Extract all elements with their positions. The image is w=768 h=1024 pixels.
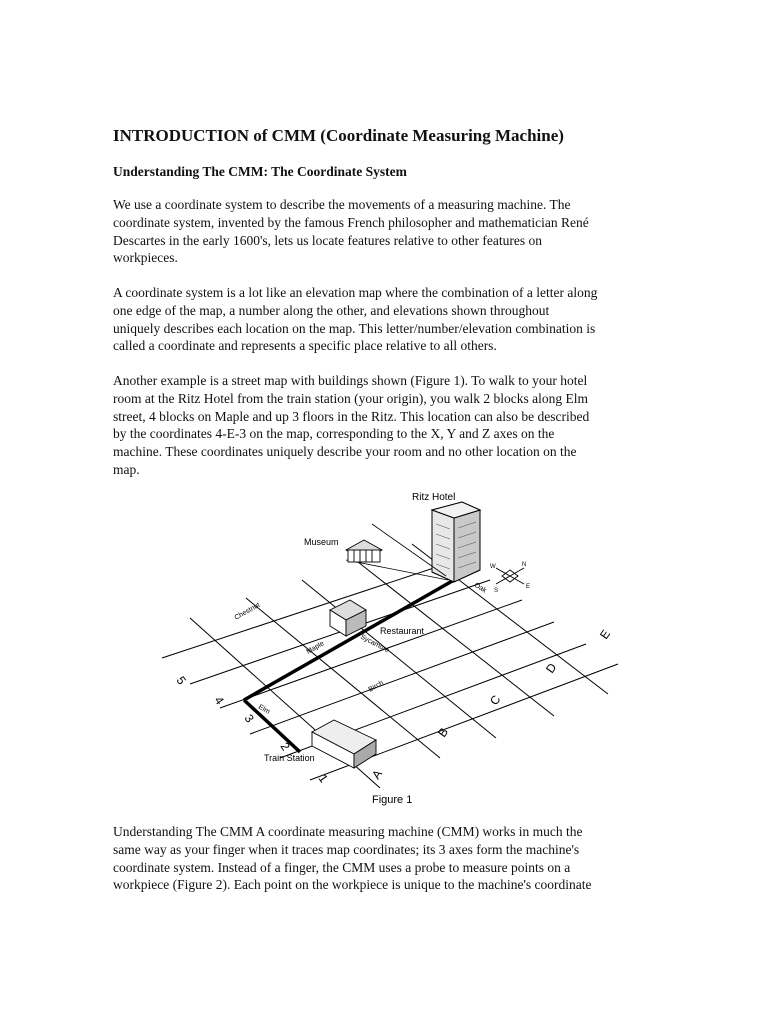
text-line: called a coordinate and represents a specific place relative to all others. [113,338,497,354]
column-label: D [542,660,560,676]
column-label: E [596,627,614,642]
text-line: one edge of the map, a number along the other, and elevations shown throughout [113,302,550,318]
text-line: map. [113,461,140,477]
label-ritz-hotel: Ritz Hotel [412,492,456,503]
compass-label: S [494,588,499,594]
column-label: C [486,692,504,708]
row-label: 5 [173,673,189,688]
figure-caption: Figure 1 [372,794,413,806]
text-line: coordinate system, invented by the famous French philosopher and mathematician René [113,214,589,230]
column-label: B [434,725,452,740]
compass-label: N [522,562,527,568]
row-label: 3 [241,711,257,726]
street-label-oak: Oak [472,581,488,595]
figure-street-map [150,488,630,818]
street-label-maple: Maple [305,640,326,656]
train-station-building [312,720,376,768]
text-line: workpieces. [113,250,178,266]
text-line: workpiece (Figure 2). Each point on the workpiece is unique to the machine's coordinate [113,877,592,893]
text-line: coordinate system. Instead of a finger, the CMM uses a probe to measure points on a [113,859,571,875]
text-line: A coordinate system is a lot like an elevation map where the combination of a letter along [113,285,598,300]
street-label-sycamore: Sycamore [359,633,391,655]
ritz-hotel-building [432,502,480,582]
label-train-station: Train Station [264,753,315,763]
street-label-elm: Elm [257,703,271,716]
page-title: INTRODUCTION of CMM (Coordinate Measuring Machine) [113,126,564,145]
compass-rose-icon [496,568,524,584]
label-restaurant: Restaurant [380,626,425,636]
text-line: uniquely describes each location on the map. This letter/number/elevation combination is [113,320,596,336]
text-line: Understanding The CMM A coordinate measuring machine (CMM) works in much the [113,824,583,839]
text-line: by the coordinates 4-E-3 on the map, corresponding to the X, Y and Z axes on the [113,426,555,442]
row-label: 1 [315,771,331,786]
text-line: machine. These coordinates uniquely describe your room and no other location on the [113,444,577,460]
row-label: 2 [277,739,293,754]
text-line: same way as your finger when it traces map coordinates; its 3 axes form the machine's [113,841,580,857]
paragraph-elevation-map [113,284,673,355]
compass-label: E [526,584,531,590]
row-label: 4 [211,693,227,708]
text-line: We use a coordinate system to describe the movements of a measuring machine. The [113,197,571,212]
text-line: Another example is a street map with buildings shown (Figure 1). To walk to your hotel [113,373,588,388]
section-heading: Understanding The CMM: The Coordinate System [113,164,407,179]
column-label: A [368,767,386,782]
paragraph-understanding-cmm [113,823,673,894]
text-line: Descartes in the early 1600's, lets us locate features relative to other features on [113,232,543,248]
museum-building [346,540,382,562]
label-museum: Museum [304,537,339,547]
street-label-birch: Birch [367,679,385,694]
paragraph-street-map [113,372,673,479]
street-label-chestnut: Chestnut [233,601,262,622]
compass-label: W [490,564,496,570]
restaurant-building [330,600,366,636]
text-line: room at the Ritz Hotel from the train station (your origin), you walk 2 blocks along Elm [113,390,589,406]
text-line: street, 4 blocks on Maple and up 3 floors in the Ritz. This location can also be described [113,408,590,424]
paragraph-coordinate-system [113,196,673,267]
